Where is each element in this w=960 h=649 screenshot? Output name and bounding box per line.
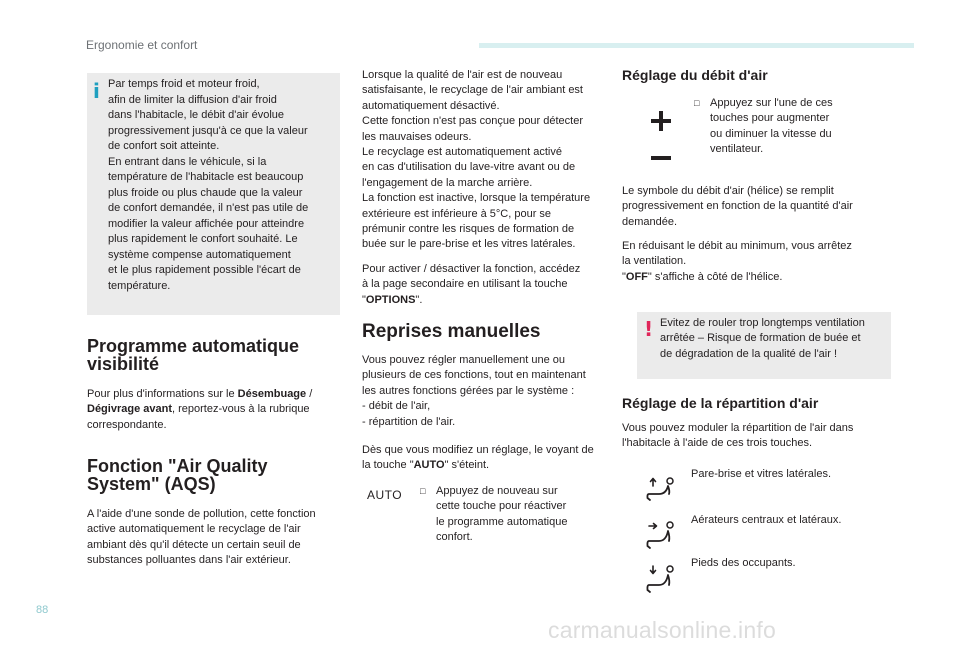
- quote: ": [362, 293, 366, 306]
- aqs-section: [87, 457, 347, 569]
- manual-off-text: [362, 443, 624, 474]
- feet-icon: [646, 564, 680, 596]
- auto-key-icon: AUTO: [367, 488, 403, 502]
- auto-instruction: [420, 484, 600, 546]
- minus-icon: [650, 155, 672, 161]
- manual-intro: [362, 353, 624, 430]
- distribution-option: Pare-brise et vitres latérales.: [691, 468, 831, 480]
- activate-line: [362, 293, 622, 308]
- recycle-line: les mauvaises odeurs.: [362, 130, 472, 143]
- manual-list-item: - débit de l'air,: [362, 400, 431, 413]
- manual-list-item: - répartition de l'air.: [362, 415, 456, 428]
- aqs-line: substances polluantes dans l'air extérieur.: [87, 554, 291, 567]
- info-line: température.: [108, 279, 171, 292]
- manual-line: Vous pouvez régler manuellement une ou: [362, 354, 566, 366]
- manual-line: [362, 458, 624, 473]
- text-part: " s'affiche à côté de l'hélice.: [647, 270, 783, 283]
- flow-min-text: [622, 239, 897, 285]
- recycle-line: buée sur le pare-brise et les vitres latérales.: [362, 238, 576, 251]
- prog-text-part: , reportez-vous à la rubrique: [171, 403, 310, 416]
- info-line: Par temps froid et moteur froid,: [108, 78, 260, 90]
- warning-line: arrêtée – Risque de formation de buée et: [660, 332, 861, 345]
- info-line: de confort demandée, il n'est pas utile de: [108, 202, 309, 214]
- info-text: [108, 77, 334, 294]
- auto-line: le programme automatique: [436, 515, 568, 528]
- flow-line: la ventilation.: [622, 255, 687, 268]
- recycle-line: Lorsque la qualité de l'air est de nouveau: [362, 69, 563, 81]
- flow-line: Le symbole du débit d'air (hélice) se remplit: [622, 185, 834, 197]
- aqs-title-line1: Fonction "Air Quality: [87, 456, 268, 476]
- info-line: système compense automatiquement: [108, 248, 291, 261]
- aqs-line: ambiant dès qu'il détecte un certain seuil de: [87, 538, 301, 551]
- flow-line: ou diminuer la vitesse du: [710, 127, 832, 140]
- aqs-line: A l'aide d'une sonde de pollution, cette fonction: [87, 508, 316, 520]
- flow-line: [622, 270, 897, 285]
- info-line: En entrant dans le véhicule, si la: [108, 155, 267, 168]
- recycle-line: en cas d'utilisation du lave-vitre avant ou de: [362, 161, 576, 174]
- recycle-line: Cette fonction n'est pas conçue pour détecter: [362, 115, 584, 128]
- plus-icon: [650, 110, 672, 132]
- flow-title: Réglage du débit d'air: [622, 67, 768, 83]
- auto-line: confort.: [436, 531, 473, 544]
- prog-text-bold: Désembuage: [237, 388, 307, 400]
- distribution-option: Aérateurs centraux et latéraux.: [691, 514, 842, 526]
- distribution-intro: [622, 421, 897, 452]
- flow-line: demandée.: [622, 215, 678, 228]
- warning-line: Evitez de rouler trop longtemps ventilation: [660, 317, 865, 329]
- info-box: [87, 73, 340, 315]
- activate-line: à la page secondaire en utilisant la touche: [362, 278, 568, 291]
- info-line: température de l'habitacle est beaucoup: [108, 171, 304, 183]
- text-part: la touche ": [362, 459, 414, 472]
- warning-line: de dégradation de la qualité de l'air !: [660, 347, 838, 360]
- quote: ".: [415, 293, 423, 306]
- flow-line: Appuyez sur l'une de ces: [710, 97, 833, 109]
- info-line: et le plus rapidement possible l'écart de: [108, 264, 301, 276]
- auto-line: Appuyez de nouveau sur: [436, 485, 558, 497]
- distribution-line: Vous pouvez moduler la répartition de l'air dans: [622, 422, 854, 434]
- vents-icon: [646, 520, 680, 552]
- recycle-line: automatiquement désactivé.: [362, 99, 500, 112]
- distribution-title: Réglage de la répartition d'air: [622, 395, 819, 411]
- auto-instruction-text: [436, 484, 567, 546]
- info-line: dans l'habitacle, le débit d'air évolue: [108, 109, 285, 121]
- header-bar: [479, 43, 914, 48]
- info-line: progressivement jusqu'à ce que la valeur: [108, 124, 308, 137]
- auto-label: AUTO: [413, 459, 445, 472]
- page-number: 88: [36, 604, 49, 616]
- prog-text-part: /: [306, 388, 313, 400]
- info-icon: i: [93, 79, 100, 103]
- activate-text: [362, 262, 622, 308]
- recycle-line: Le recyclage est automatiquement activé: [362, 146, 562, 159]
- manual-line: Dès que vous modifiez un réglage, le voyant de: [362, 444, 594, 457]
- recycle-line: l'engagement de la marche arrière.: [362, 176, 533, 189]
- flow-line: ventilateur.: [710, 143, 764, 156]
- bullet-icon: □: [420, 486, 426, 496]
- options-key-label: OPTIONS: [365, 293, 416, 306]
- prog-text-part: correspondante.: [87, 418, 167, 431]
- flow-line: touches pour augmenter: [710, 112, 830, 125]
- flow-instruction-text: [710, 96, 833, 158]
- flow-line: progressivement en fonction de la quantité d'air: [622, 200, 853, 213]
- info-line: de confort soit atteinte.: [108, 140, 220, 152]
- watermark: carmanualsonline.info: [548, 617, 776, 643]
- prog-section: [87, 337, 342, 433]
- aqs-title-line2: System" (AQS): [87, 474, 216, 494]
- recycle-text: [362, 68, 622, 253]
- off-label: OFF: [625, 270, 648, 283]
- flow-symbol-text: [622, 184, 897, 230]
- prog-title-line1: Programme automatique: [87, 336, 300, 356]
- auto-line: cette touche pour réactiver: [436, 500, 567, 513]
- flow-instruction: [694, 96, 864, 158]
- flow-line: En réduisant le débit au minimum, vous arrêtez: [622, 240, 852, 252]
- recycle-line: satisfaisante, le recyclage de l'air ambiant est: [362, 84, 583, 97]
- manual-section: [362, 323, 624, 474]
- section-title: Ergonomie et confort: [86, 38, 198, 52]
- prog-title-line2: visibilité: [87, 354, 160, 374]
- info-line: modifier la valeur affichée pour atteindre: [108, 217, 305, 230]
- distribution-line: l'habitacle à l'aide de ces trois touches.: [622, 437, 813, 450]
- manual-line: les autres fonctions gérées par le système :: [362, 384, 575, 397]
- manual-line: plusieurs de ces fonctions, tout en maintenant: [362, 369, 586, 382]
- prog-text-part: Pour plus d'informations sur le: [87, 388, 238, 400]
- info-line: plus rapidement le confort souhaité. Le: [108, 233, 298, 245]
- prog-text-bold: Dégivrage avant: [87, 403, 172, 416]
- aqs-title: [87, 457, 347, 493]
- recycle-line: extérieure est inférieure à 5°C, pour se: [362, 207, 552, 220]
- quote: ": [622, 270, 626, 283]
- text-part: " s'éteint.: [444, 459, 490, 472]
- aqs-text: [87, 507, 347, 569]
- bullet-icon: □: [694, 98, 700, 108]
- prog-text: [87, 387, 342, 433]
- warning-text: [660, 316, 886, 362]
- manual-title: Reprises manuelles: [362, 321, 541, 342]
- windscreen-icon: [646, 476, 680, 502]
- recycle-line: La fonction est inactive, lorsque la température: [362, 192, 591, 205]
- prog-title: [87, 337, 342, 373]
- info-line: afin de limiter la diffusion d'air froid: [108, 93, 277, 106]
- activate-line: Pour activer / désactiver la fonction, accédez: [362, 263, 581, 275]
- info-line: plus froide ou plus chaude que la valeur: [108, 186, 303, 199]
- recycle-line: prémunir contre les risques de formation de: [362, 223, 575, 236]
- distribution-option: Pieds des occupants.: [691, 557, 796, 569]
- aqs-line: active automatiquement le recyclage de l'air: [87, 523, 301, 536]
- warning-box: [637, 312, 891, 379]
- warning-icon: !: [644, 317, 654, 341]
